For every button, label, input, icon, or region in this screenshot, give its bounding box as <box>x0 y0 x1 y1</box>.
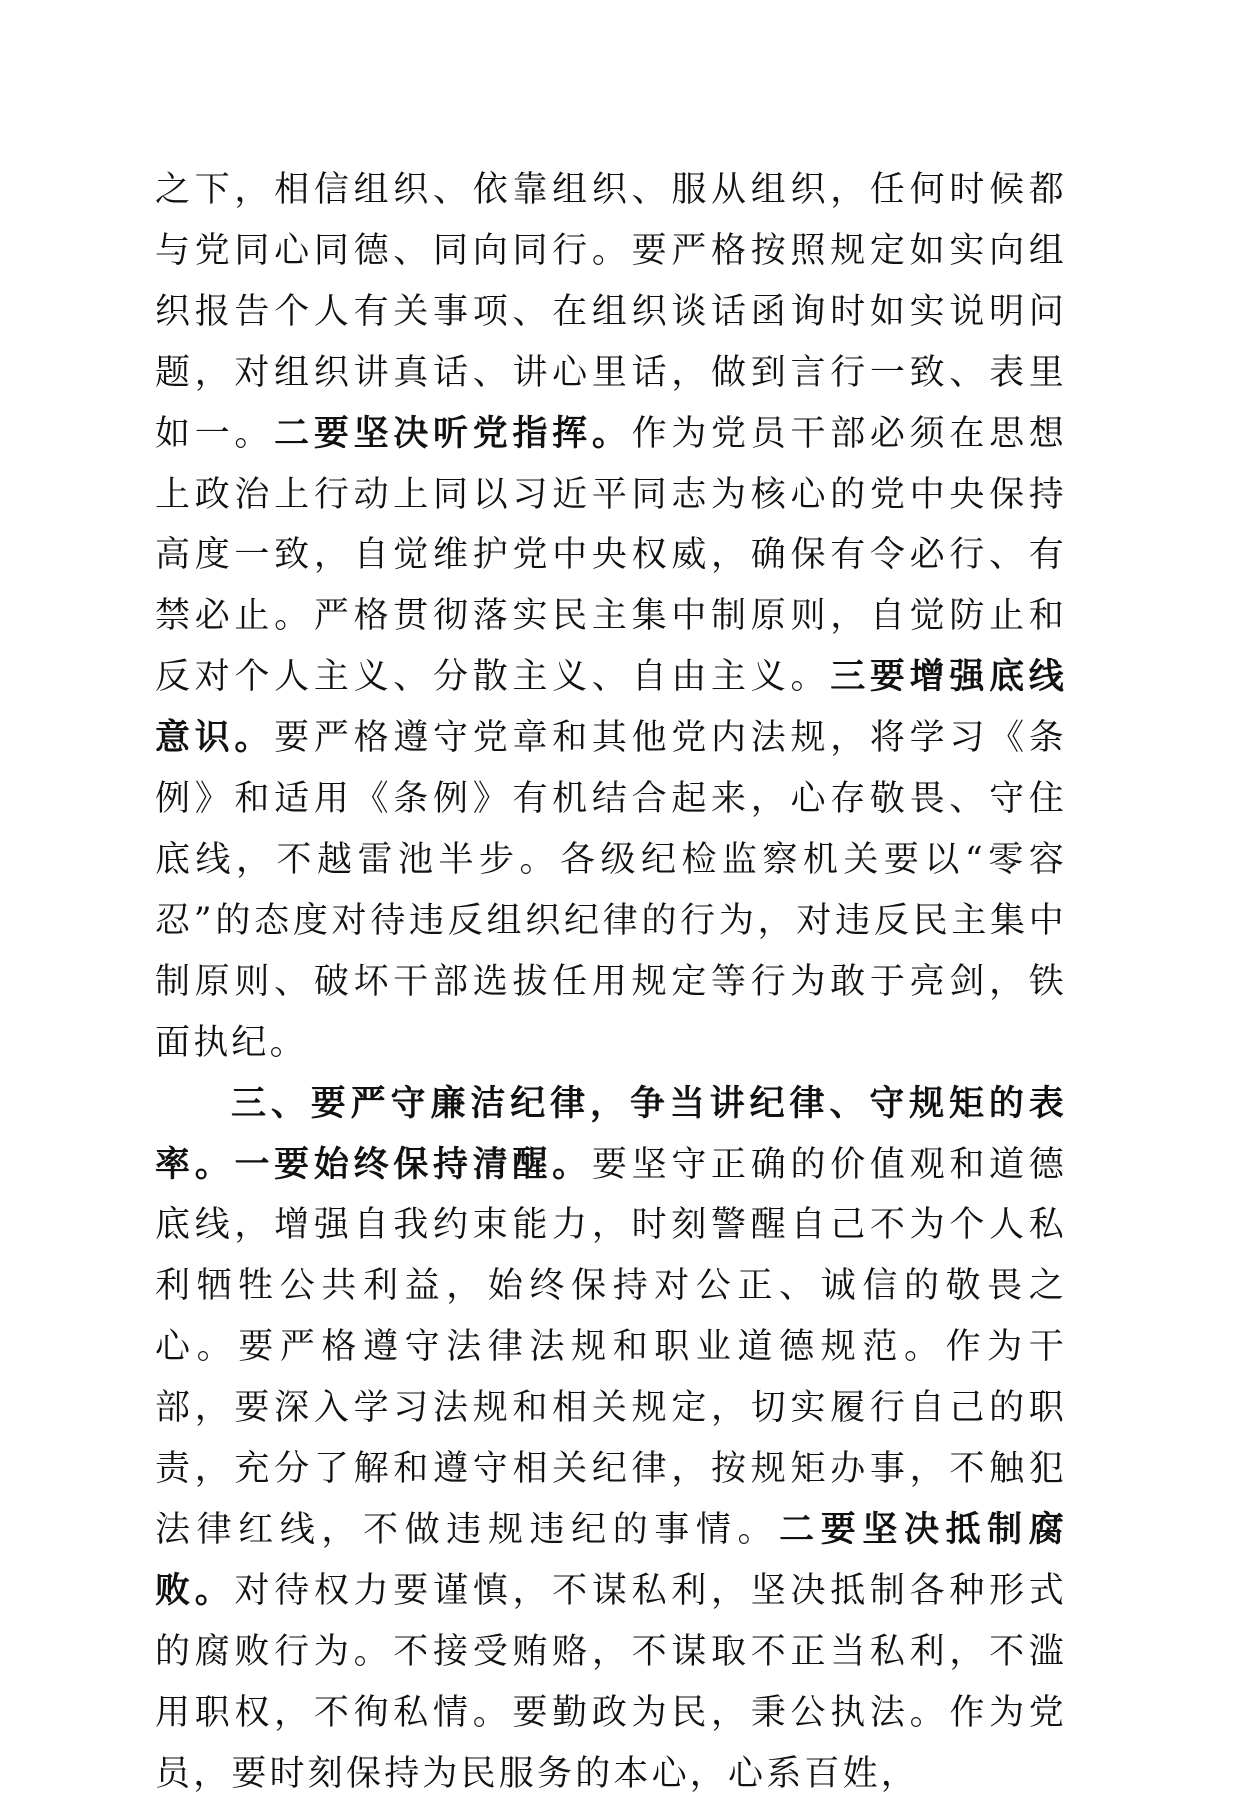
paragraph-2-heading-1: 一要始终保持清醒。 <box>234 1144 592 1185</box>
paragraph-1-text-3: 要严格遵守党章和其他党内法规，将学习《条例》和适用《条例》有机结合起来，心存敬畏、守住底线，不越雷池半步。各级纪检监察机关要以“零容忍”的态度对待违反组织纪律的行为，对违反民主集中制原则、破坏干部选拔任用规定等行为敢于亮剑，铁面执纪。 <box>155 718 1067 1063</box>
paragraph-1-text-2: 作为党员干部必须在思想上政治上行动上同以习近平同志为核心的党中央保持高度一致，自觉维护党中央权威，确保有令必行、有禁必止。严格贯彻落实民主集中制原则，自觉防止和反对个人主义、分散主义、自由主义。 <box>155 413 1067 698</box>
paragraph-1-heading-2: 二要坚决听党指挥。 <box>274 413 632 454</box>
paragraph-1-heading-3: 三要增强底线意识。 <box>155 657 1068 759</box>
paragraph-2-text-1: 要坚守正确的价值观和道德底线，增强自我约束能力，时刻警醒自己不为个人私利牺牲公共利益，始终保持对公正、诚信的敬畏之心。要严格遵守法律法规和职业道德规范。作为干部，要深入学习法规和相关规定，切实履行自己的职责，充分了解和遵守相关纪律，按规矩办事，不触犯法律红线，不做违规违纪的事情。 <box>155 1144 1067 1550</box>
paragraph-1-text-1: 之下，相信组织、依靠组织、服从组织，任何时候都与党同心同德、同向同行。要严格按照规定如实向组织报告个人有关事项、在组织谈话函询时如实说明问题，对组织讲真话、讲心里话，做到言行一致、表里如一。 <box>155 170 1067 454</box>
document-body <box>155 160 1067 1804</box>
section-three-heading: 三、要严守廉洁纪律，争当讲纪律、守规矩的表率。 <box>155 1083 1067 1185</box>
paragraph-section-three <box>155 1074 1067 1804</box>
paragraph-continued <box>155 160 1067 1074</box>
paragraph-2-heading-2: 二要坚决抵制腐败。 <box>155 1509 1067 1611</box>
paragraph-2-text-2: 对待权力要谨慎，不谋私利，坚决抵制各种形式的腐败行为。不接受贿赂，不谋取不正当私利，不滥用职权，不徇私情。要勤政为民，秉公执法。作为党员，要时刻保持为民服务的本心，心系百姓， <box>155 1570 1067 1794</box>
